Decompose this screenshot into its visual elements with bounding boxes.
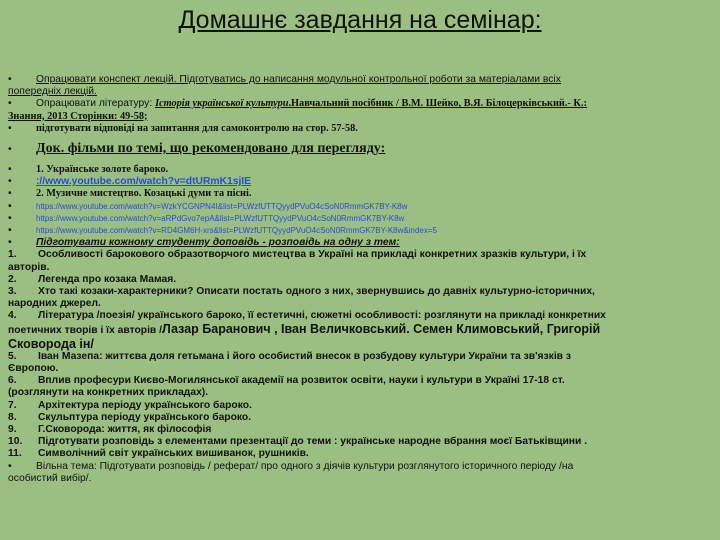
topic-item: 5. Іван Мазепа: життєва доля гетьмана і його особистий внесок в розбудову культури України та зв'язків з	[8, 350, 571, 362]
topic-item: 1. Особливості барокового образотворчого мистецтва в Україні на прикладі конкретних зразків культури, і їх	[8, 249, 587, 261]
video-link[interactable]: • https://www.youtube.com/watch?v=RD4GM6H-xrs&list=PLWzfUTTQyydPVuO4cSoN0RmmGK7BY-K8w&index=5	[8, 225, 437, 237]
list-item: • підготувати відповіді на запитання для самоконтролю на стор. 57-58.	[8, 122, 358, 134]
list-item-cont: особистий вибір/.	[8, 472, 92, 484]
page-title: Домашнє завдання на семінар:	[178, 6, 542, 34]
book-title: Історія української культури	[155, 98, 289, 110]
video-link[interactable]: • https://www.youtube.com/watch?v=WzkYCGNPN4I&list=PLWzfUTTQyydPVuO4cSoN0RmmGK7BY-K8w	[8, 200, 408, 212]
topic-item: 2. Легенда про козака Мамая.	[8, 273, 177, 285]
topic-item: 10. Підготувати розповідь з елементами презентації до теми : українське народне вбрання моєї Батьківщини .	[8, 436, 588, 448]
topic-item-cont: поетичних творів і їх авторів /Лазар Баранович , Іван Величковський. Семен Климовський, Григорій	[8, 322, 601, 336]
list-item: • Док. фільми по темі, що рекомендовано для перегляду:	[8, 141, 386, 157]
topic-item-cont: Європою.	[8, 363, 59, 375]
list-item-cont: попередніх лекцій.	[8, 86, 97, 98]
topic-item: 11. Символічний світ українських вишиванок, рушників.	[8, 448, 309, 460]
film-item: • 2. Музичне мистецтво. Козацькі думи та пісні.	[8, 188, 252, 200]
list-item-cont: Знання, 2013 Сторінки: 49-58;	[8, 110, 148, 122]
topic-item: 3. Хто такі козаки-характерники? Описати постать одного з них, звернувшись до давніх культурно-історичних,	[8, 286, 595, 298]
bullet: •	[8, 74, 12, 85]
list-item: • Підготувати кожному студенту доповідь - розповідь на одну з тем:	[8, 237, 400, 249]
topic-item: 8. Скульптура періоду українського бароко.	[8, 411, 252, 423]
list-item: • Опрацювати літературу: Історія української культури.Навчальний посібник / В.М. Шейко, В.Я. Білоцерківський.- К.:	[8, 98, 587, 110]
topic-item: 7. Архітектура періоду українського бароко.	[8, 399, 252, 411]
film-link[interactable]: • ://www.youtube.com/watch?v=dtURmK1sjIE	[8, 176, 252, 188]
list-item: • Вільна тема: Підготувати розповідь / реферат/ про одного з діячів культури розглянутого історичного періоду /на	[8, 460, 574, 472]
topic-item: 6. Вплив професури Києво-Могилянської академії на розвиток освіти, науки і культури в Україні 17-18 ст.	[8, 375, 565, 387]
topic-item: 9. Г.Сковорода: життя, як філософія	[8, 424, 212, 436]
topic-item-cont: народних джерел.	[8, 298, 101, 310]
topic-item-cont: Сковорода ін/	[8, 336, 94, 351]
homework-content	[8, 74, 714, 485]
film-item: • 1. Українське золоте бароко.	[8, 164, 169, 176]
topic-item: 4. Література /поезія/ українського бароко, її естетичні, сюжетні особливості: розглянути на прикладі конкретних	[8, 310, 606, 322]
topic-item-cont: авторів.	[8, 261, 50, 273]
topic-item-cont: (розглянути на конкретних прикладах).	[8, 387, 209, 399]
video-link[interactable]: • https://www.youtube.com/watch?v=aRPdGvo7epA&list=PLWzfUTTQyydPVuO4cSoN0RmmGK7BY-K8w	[8, 212, 405, 224]
list-item: • Опрацювати конспект лекцій. Підготуватись до написання модульної контрольної роботи за матеріалами всіх	[8, 74, 561, 85]
